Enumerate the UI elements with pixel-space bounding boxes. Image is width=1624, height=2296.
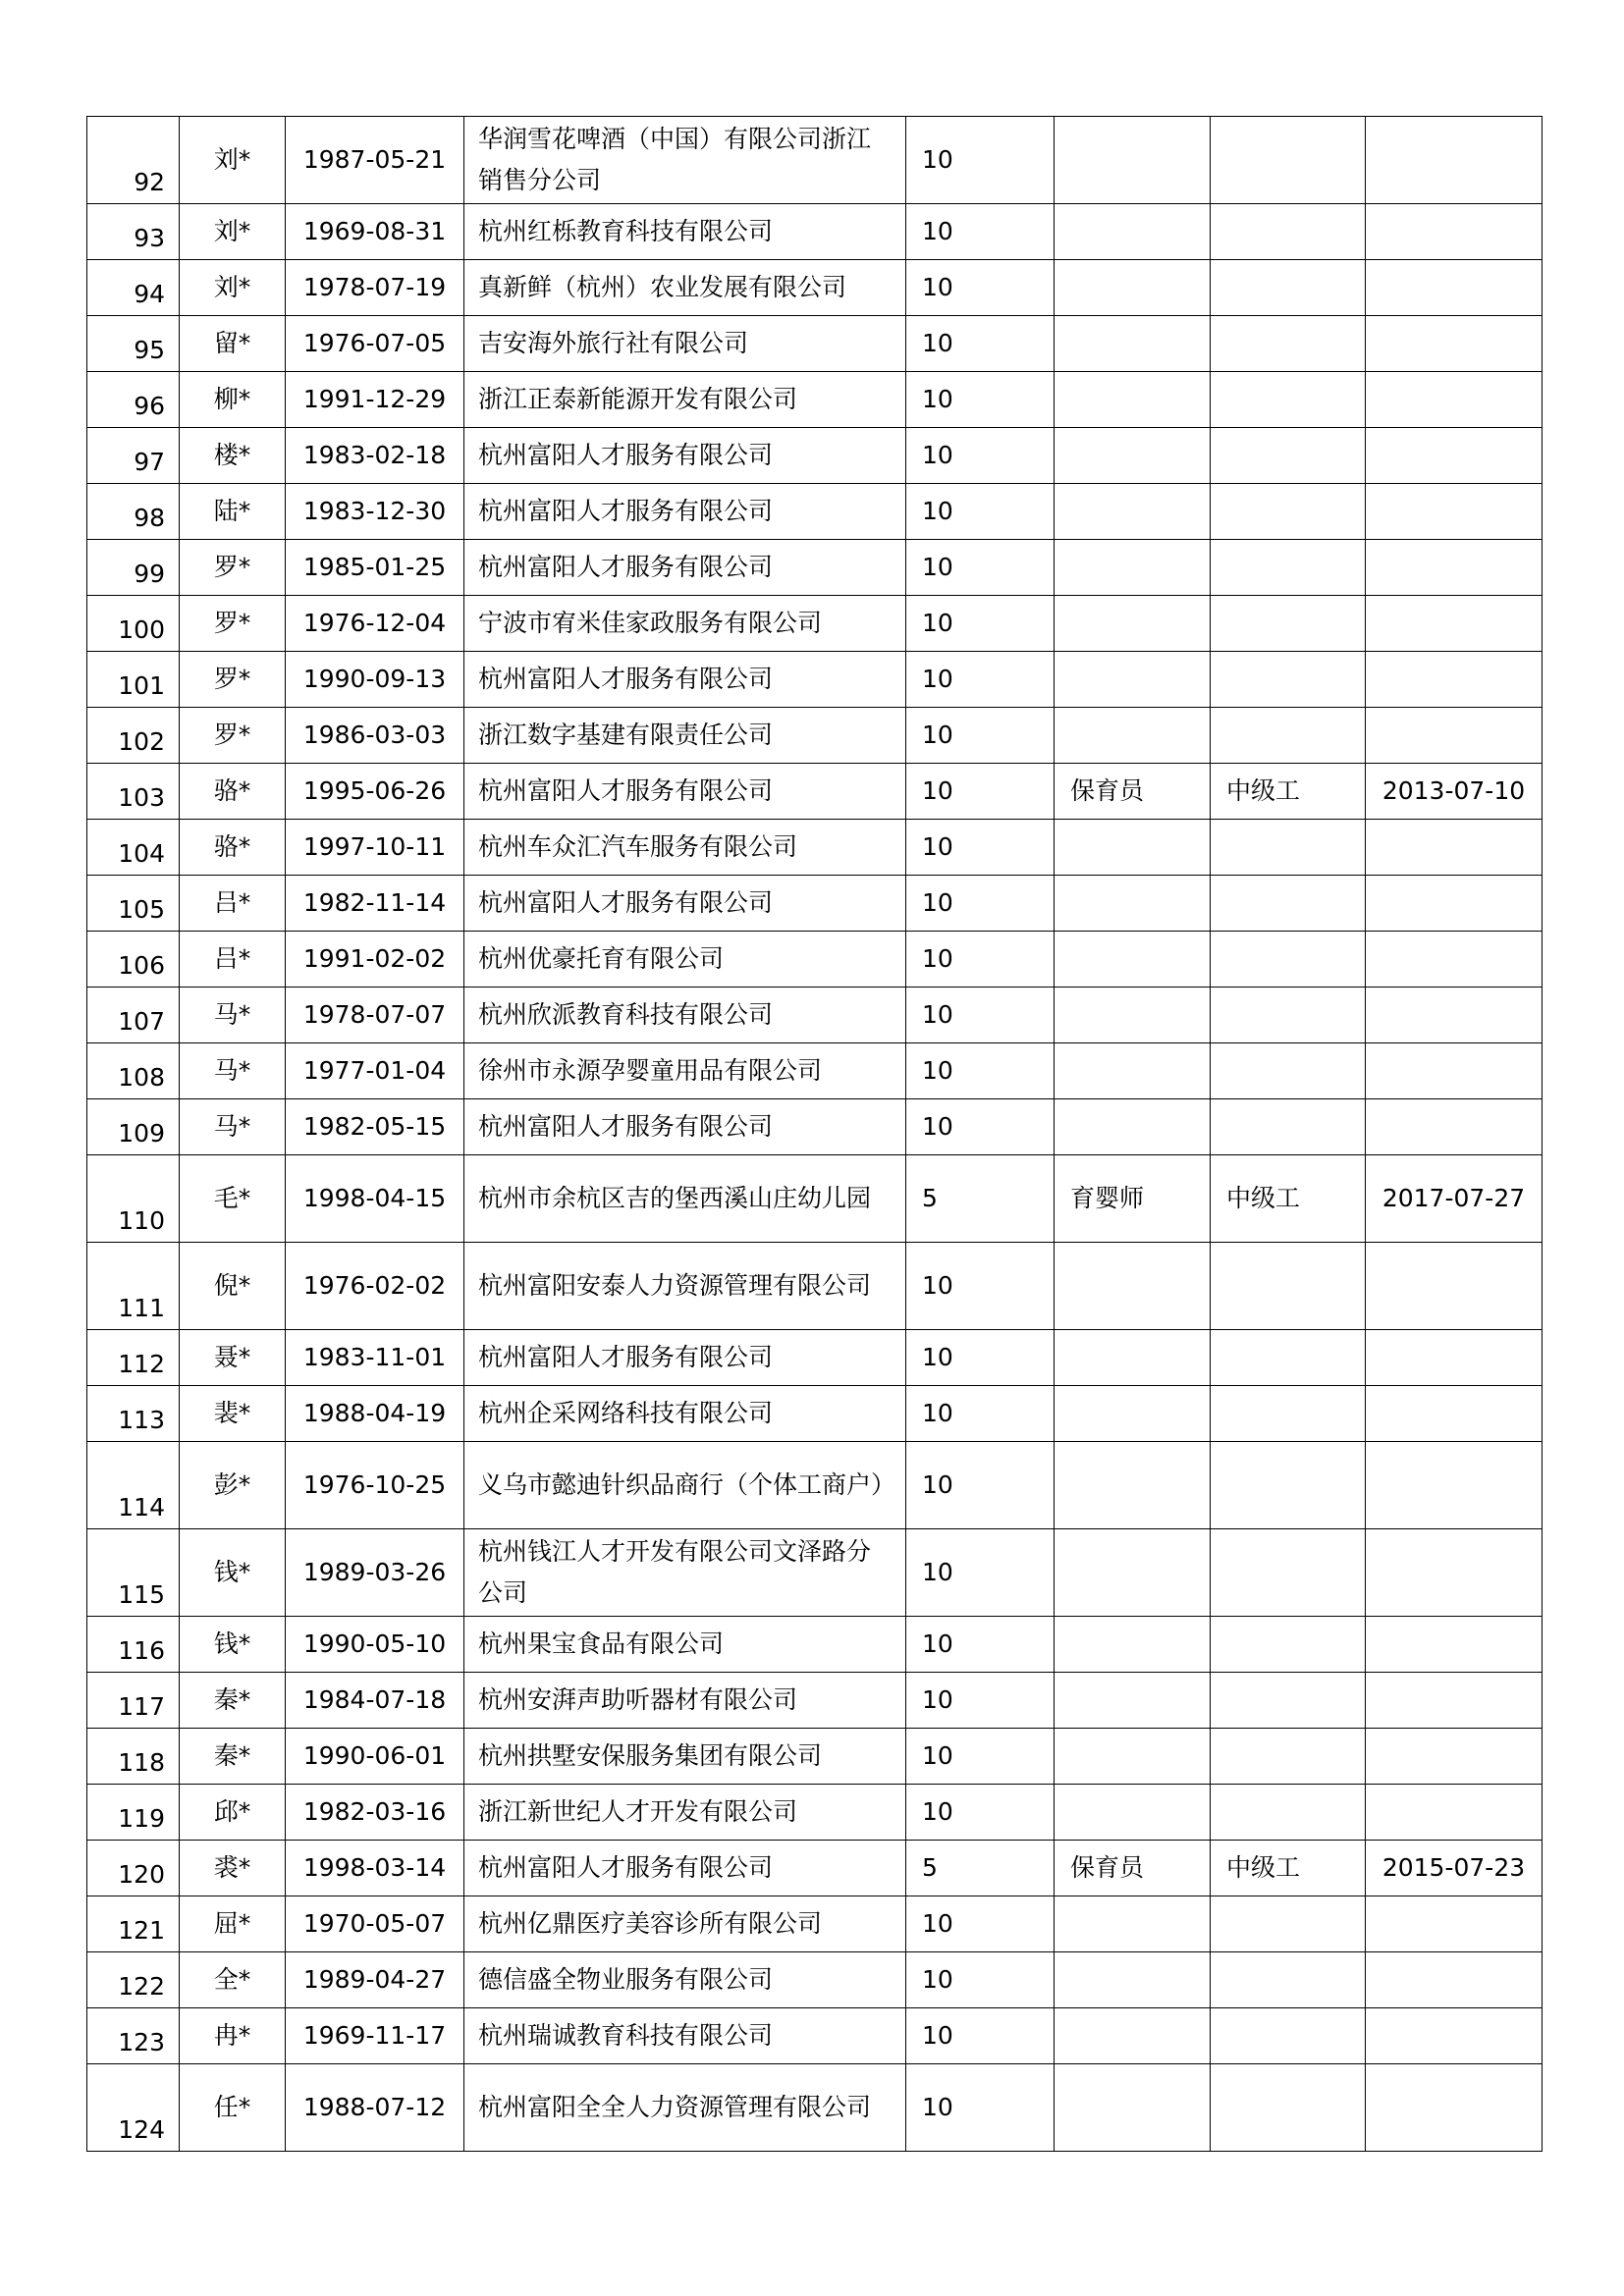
person-name-cell: 马* [180,1099,286,1155]
occupation-cell [1055,1729,1211,1785]
occupation-cell [1055,260,1211,316]
work-unit-cell: 浙江正泰新能源开发有限公司 [464,372,906,428]
occupation-cell [1055,988,1211,1043]
row-number-cell: 92 [87,117,180,204]
row-number-cell: 96 [87,372,180,428]
skill-level-cell [1211,204,1366,260]
person-name-cell: 柳* [180,372,286,428]
table-row [87,1729,1543,1785]
birth-date-cell: 1978-07-07 [286,988,464,1043]
occupation-cell [1055,652,1211,708]
row-number-cell: 103 [87,764,180,820]
table-row [87,1952,1543,2008]
birth-date-cell: 1989-03-26 [286,1529,464,1617]
work-unit-cell: 义乌市懿迪针织品商行（个体工商户） [464,1442,906,1529]
row-number-cell: 121 [87,1896,180,1952]
certificate-date-cell [1366,1442,1543,1529]
table-row [87,1442,1543,1529]
person-name-cell: 毛* [180,1155,286,1243]
training-hours-cell: 10 [906,988,1055,1043]
certificate-date-cell [1366,1243,1543,1330]
person-name-cell: 倪* [180,1243,286,1330]
row-number-cell: 97 [87,428,180,484]
work-unit-cell: 徐州市永源孕婴童用品有限公司 [464,1043,906,1099]
row-number-cell: 110 [87,1155,180,1243]
table-row [87,1896,1543,1952]
training-hours-cell: 10 [906,117,1055,204]
training-hours-cell: 5 [906,1155,1055,1243]
work-unit-cell: 杭州果宝食品有限公司 [464,1617,906,1673]
occupation-cell [1055,1442,1211,1529]
skill-level-cell [1211,1330,1366,1386]
row-number-cell: 124 [87,2064,180,2152]
birth-date-cell: 1982-11-14 [286,876,464,932]
row-number-cell: 102 [87,708,180,764]
certificate-date-cell: 2013-07-10 [1366,764,1543,820]
row-number-cell: 112 [87,1330,180,1386]
table-row [87,1841,1543,1896]
work-unit-cell: 宁波市宥米佳家政服务有限公司 [464,596,906,652]
training-hours-cell: 10 [906,1330,1055,1386]
training-hours-cell: 10 [906,484,1055,540]
training-hours-cell: 10 [906,1729,1055,1785]
certificate-date-cell: 2017-07-27 [1366,1155,1543,1243]
skill-level-cell [1211,1729,1366,1785]
skill-level-cell [1211,820,1366,876]
occupation-cell [1055,117,1211,204]
occupation-cell [1055,2008,1211,2064]
row-number-cell: 94 [87,260,180,316]
table-row [87,1099,1543,1155]
work-unit-cell: 杭州优豪托育有限公司 [464,932,906,988]
person-name-cell: 秦* [180,1729,286,1785]
work-unit-cell: 杭州车众汇汽车服务有限公司 [464,820,906,876]
occupation-cell [1055,820,1211,876]
table-row [87,540,1543,596]
certificate-date-cell [1366,2064,1543,2152]
birth-date-cell: 1976-12-04 [286,596,464,652]
occupation-cell: 保育员 [1055,764,1211,820]
skill-level-cell [1211,708,1366,764]
training-hours-cell: 10 [906,372,1055,428]
row-number-cell: 93 [87,204,180,260]
certificate-date-cell [1366,1617,1543,1673]
certificate-date-cell [1366,1386,1543,1442]
training-hours-cell: 10 [906,2064,1055,2152]
occupation-cell [1055,708,1211,764]
skill-level-cell [1211,596,1366,652]
work-unit-cell: 杭州富阳人才服务有限公司 [464,1841,906,1896]
work-unit-cell: 杭州富阳安泰人力资源管理有限公司 [464,1243,906,1330]
person-name-cell: 吕* [180,932,286,988]
skill-level-cell [1211,932,1366,988]
birth-date-cell: 1995-06-26 [286,764,464,820]
work-unit-cell: 杭州富阳人才服务有限公司 [464,428,906,484]
birth-date-cell: 1982-03-16 [286,1785,464,1841]
birth-date-cell: 1976-07-05 [286,316,464,372]
occupation-cell [1055,1529,1211,1617]
person-name-cell: 聂* [180,1330,286,1386]
row-number-cell: 122 [87,1952,180,2008]
work-unit-cell: 杭州安湃声助听器材有限公司 [464,1673,906,1729]
occupation-cell [1055,316,1211,372]
skill-level-cell [1211,484,1366,540]
training-hours-cell: 10 [906,1673,1055,1729]
work-unit-cell: 杭州富阳人才服务有限公司 [464,1099,906,1155]
training-hours-cell: 10 [906,260,1055,316]
occupation-cell [1055,1673,1211,1729]
training-hours-cell: 10 [906,708,1055,764]
occupation-cell [1055,1243,1211,1330]
work-unit-cell: 浙江数字基建有限责任公司 [464,708,906,764]
row-number-cell: 108 [87,1043,180,1099]
row-number-cell: 123 [87,2008,180,2064]
certificate-date-cell [1366,484,1543,540]
table-row [87,2008,1543,2064]
skill-level-cell [1211,260,1366,316]
table-row [87,988,1543,1043]
training-hours-cell: 10 [906,1386,1055,1442]
row-number-cell: 118 [87,1729,180,1785]
row-number-cell: 101 [87,652,180,708]
training-hours-cell: 10 [906,764,1055,820]
skill-level-cell [1211,372,1366,428]
work-unit-cell: 杭州亿鼎医疗美容诊所有限公司 [464,1896,906,1952]
table-row [87,652,1543,708]
training-hours-cell: 10 [906,876,1055,932]
certificate-date-cell [1366,1330,1543,1386]
birth-date-cell: 1987-05-21 [286,117,464,204]
person-name-cell: 留* [180,316,286,372]
table-row [87,596,1543,652]
work-unit-cell: 吉安海外旅行社有限公司 [464,316,906,372]
skill-level-cell [1211,316,1366,372]
occupation-cell [1055,484,1211,540]
certificate-date-cell [1366,876,1543,932]
row-number-cell: 111 [87,1243,180,1330]
row-number-cell: 114 [87,1442,180,1529]
work-unit-cell: 杭州红栎教育科技有限公司 [464,204,906,260]
person-name-cell: 罗* [180,708,286,764]
occupation-cell: 育婴师 [1055,1155,1211,1243]
work-unit-cell: 杭州富阳全全人力资源管理有限公司 [464,2064,906,2152]
table-row [87,932,1543,988]
birth-date-cell: 1976-02-02 [286,1243,464,1330]
person-name-cell: 吕* [180,876,286,932]
person-name-cell: 裘* [180,1841,286,1896]
skill-level-cell: 中级工 [1211,1155,1366,1243]
birth-date-cell: 1998-03-14 [286,1841,464,1896]
row-number-cell: 113 [87,1386,180,1442]
person-name-cell: 刘* [180,260,286,316]
certificate-date-cell [1366,1952,1543,2008]
table-row [87,1529,1543,1617]
certificate-date-cell [1366,820,1543,876]
row-number-cell: 105 [87,876,180,932]
certificate-date-cell [1366,1729,1543,1785]
skill-level-cell: 中级工 [1211,764,1366,820]
table-row [87,1785,1543,1841]
person-name-cell: 刘* [180,204,286,260]
roster-table [86,116,1543,2152]
certificate-date-cell [1366,596,1543,652]
birth-date-cell: 1977-01-04 [286,1043,464,1099]
work-unit-cell: 杭州富阳人才服务有限公司 [464,484,906,540]
row-number-cell: 99 [87,540,180,596]
skill-level-cell [1211,1442,1366,1529]
training-hours-cell: 10 [906,1529,1055,1617]
birth-date-cell: 1988-07-12 [286,2064,464,2152]
occupation-cell [1055,428,1211,484]
work-unit-cell: 杭州企采网络科技有限公司 [464,1386,906,1442]
training-hours-cell: 10 [906,596,1055,652]
occupation-cell [1055,1785,1211,1841]
skill-level-cell [1211,1043,1366,1099]
work-unit-cell: 杭州拱墅安保服务集团有限公司 [464,1729,906,1785]
training-hours-cell: 10 [906,1099,1055,1155]
birth-date-cell: 1978-07-19 [286,260,464,316]
certificate-date-cell [1366,204,1543,260]
row-number-cell: 119 [87,1785,180,1841]
skill-level-cell: 中级工 [1211,1841,1366,1896]
table-row [87,820,1543,876]
row-number-cell: 95 [87,316,180,372]
person-name-cell: 彭* [180,1442,286,1529]
person-name-cell: 邱* [180,1785,286,1841]
occupation-cell [1055,2064,1211,2152]
table-row [87,428,1543,484]
table-row [87,204,1543,260]
table-row [87,1673,1543,1729]
table-row [87,117,1543,204]
certificate-date-cell [1366,988,1543,1043]
training-hours-cell: 10 [906,1952,1055,2008]
occupation-cell [1055,372,1211,428]
work-unit-cell: 德信盛全物业服务有限公司 [464,1952,906,2008]
table-row [87,1243,1543,1330]
skill-level-cell [1211,1099,1366,1155]
row-number-cell: 104 [87,820,180,876]
person-name-cell: 冉* [180,2008,286,2064]
skill-level-cell [1211,428,1366,484]
occupation-cell: 保育员 [1055,1841,1211,1896]
row-number-cell: 109 [87,1099,180,1155]
work-unit-cell: 杭州富阳人才服务有限公司 [464,652,906,708]
occupation-cell [1055,1043,1211,1099]
table-row [87,1330,1543,1386]
person-name-cell: 骆* [180,764,286,820]
birth-date-cell: 1982-05-15 [286,1099,464,1155]
certificate-date-cell: 2015-07-23 [1366,1841,1543,1896]
work-unit-cell: 杭州市余杭区吉的堡西溪山庄幼儿园 [464,1155,906,1243]
birth-date-cell: 1990-06-01 [286,1729,464,1785]
person-name-cell: 马* [180,1043,286,1099]
training-hours-cell: 10 [906,1617,1055,1673]
person-name-cell: 秦* [180,1673,286,1729]
work-unit-cell: 真新鲜（杭州）农业发展有限公司 [464,260,906,316]
certificate-date-cell [1366,708,1543,764]
training-hours-cell: 10 [906,540,1055,596]
skill-level-cell [1211,1386,1366,1442]
row-number-cell: 116 [87,1617,180,1673]
person-name-cell: 钱* [180,1529,286,1617]
certificate-date-cell [1366,1673,1543,1729]
skill-level-cell [1211,540,1366,596]
skill-level-cell [1211,1617,1366,1673]
birth-date-cell: 1983-12-30 [286,484,464,540]
person-name-cell: 全* [180,1952,286,2008]
person-name-cell: 钱* [180,1617,286,1673]
work-unit-cell: 杭州欣派教育科技有限公司 [464,988,906,1043]
skill-level-cell [1211,2064,1366,2152]
skill-level-cell [1211,1785,1366,1841]
occupation-cell [1055,204,1211,260]
skill-level-cell [1211,988,1366,1043]
skill-level-cell [1211,2008,1366,2064]
person-name-cell: 屈* [180,1896,286,1952]
birth-date-cell: 1989-04-27 [286,1952,464,2008]
birth-date-cell: 1990-09-13 [286,652,464,708]
person-name-cell: 裴* [180,1386,286,1442]
certificate-date-cell [1366,1099,1543,1155]
birth-date-cell: 1990-05-10 [286,1617,464,1673]
occupation-cell [1055,1896,1211,1952]
table-row [87,764,1543,820]
occupation-cell [1055,596,1211,652]
training-hours-cell: 10 [906,932,1055,988]
skill-level-cell [1211,1243,1366,1330]
training-hours-cell: 10 [906,1785,1055,1841]
occupation-cell [1055,1099,1211,1155]
table-row [87,1155,1543,1243]
skill-level-cell [1211,1896,1366,1952]
skill-level-cell [1211,1673,1366,1729]
table-row [87,876,1543,932]
occupation-cell [1055,1386,1211,1442]
birth-date-cell: 1988-04-19 [286,1386,464,1442]
table-row [87,2064,1543,2152]
work-unit-cell: 杭州富阳人才服务有限公司 [464,764,906,820]
skill-level-cell [1211,117,1366,204]
birth-date-cell: 1986-03-03 [286,708,464,764]
birth-date-cell: 1984-07-18 [286,1673,464,1729]
birth-date-cell: 1991-12-29 [286,372,464,428]
training-hours-cell: 10 [906,204,1055,260]
birth-date-cell: 1983-11-01 [286,1330,464,1386]
birth-date-cell: 1970-05-07 [286,1896,464,1952]
birth-date-cell: 1998-04-15 [286,1155,464,1243]
occupation-cell [1055,540,1211,596]
work-unit-cell: 华润雪花啤酒（中国）有限公司浙江销售分公司 [464,117,906,204]
training-hours-cell: 10 [906,820,1055,876]
certificate-date-cell [1366,260,1543,316]
training-hours-cell: 10 [906,1043,1055,1099]
occupation-cell [1055,1617,1211,1673]
table-row [87,316,1543,372]
table-row [87,484,1543,540]
table-row [87,1617,1543,1673]
person-name-cell: 罗* [180,652,286,708]
training-hours-cell: 5 [906,1841,1055,1896]
training-hours-cell: 10 [906,1243,1055,1330]
training-hours-cell: 10 [906,1442,1055,1529]
certificate-date-cell [1366,1529,1543,1617]
certificate-date-cell [1366,652,1543,708]
row-number-cell: 107 [87,988,180,1043]
skill-level-cell [1211,876,1366,932]
table-row [87,260,1543,316]
certificate-date-cell [1366,1785,1543,1841]
training-hours-cell: 10 [906,652,1055,708]
person-name-cell: 任* [180,2064,286,2152]
skill-level-cell [1211,1529,1366,1617]
row-number-cell: 100 [87,596,180,652]
certificate-date-cell [1366,428,1543,484]
training-hours-cell: 10 [906,1896,1055,1952]
person-name-cell: 陆* [180,484,286,540]
table-row [87,1386,1543,1442]
certificate-date-cell [1366,117,1543,204]
row-number-cell: 117 [87,1673,180,1729]
skill-level-cell [1211,1952,1366,2008]
training-hours-cell: 10 [906,2008,1055,2064]
birth-date-cell: 1997-10-11 [286,820,464,876]
skill-level-cell [1211,652,1366,708]
row-number-cell: 115 [87,1529,180,1617]
roster-rows [87,117,1543,2152]
training-hours-cell: 10 [906,316,1055,372]
person-name-cell: 骆* [180,820,286,876]
work-unit-cell: 杭州富阳人才服务有限公司 [464,876,906,932]
work-unit-cell: 杭州钱江人才开发有限公司文泽路分公司 [464,1529,906,1617]
certificate-date-cell [1366,540,1543,596]
certificate-date-cell [1366,1896,1543,1952]
birth-date-cell: 1983-02-18 [286,428,464,484]
training-hours-cell: 10 [906,428,1055,484]
birth-date-cell: 1969-11-17 [286,2008,464,2064]
table-row [87,372,1543,428]
work-unit-cell: 浙江新世纪人才开发有限公司 [464,1785,906,1841]
certificate-date-cell [1366,316,1543,372]
occupation-cell [1055,1330,1211,1386]
work-unit-cell: 杭州富阳人才服务有限公司 [464,540,906,596]
person-name-cell: 刘* [180,117,286,204]
certificate-date-cell [1366,2008,1543,2064]
row-number-cell: 120 [87,1841,180,1896]
occupation-cell [1055,876,1211,932]
birth-date-cell: 1969-08-31 [286,204,464,260]
certificate-date-cell [1366,372,1543,428]
certificate-date-cell [1366,1043,1543,1099]
person-name-cell: 楼* [180,428,286,484]
person-name-cell: 罗* [180,596,286,652]
birth-date-cell: 1985-01-25 [286,540,464,596]
person-name-cell: 马* [180,988,286,1043]
row-number-cell: 98 [87,484,180,540]
work-unit-cell: 杭州瑞诚教育科技有限公司 [464,2008,906,2064]
occupation-cell [1055,1952,1211,2008]
table-row [87,708,1543,764]
person-name-cell: 罗* [180,540,286,596]
birth-date-cell: 1991-02-02 [286,932,464,988]
table-row [87,1043,1543,1099]
birth-date-cell: 1976-10-25 [286,1442,464,1529]
occupation-cell [1055,932,1211,988]
certificate-date-cell [1366,932,1543,988]
work-unit-cell: 杭州富阳人才服务有限公司 [464,1330,906,1386]
row-number-cell: 106 [87,932,180,988]
